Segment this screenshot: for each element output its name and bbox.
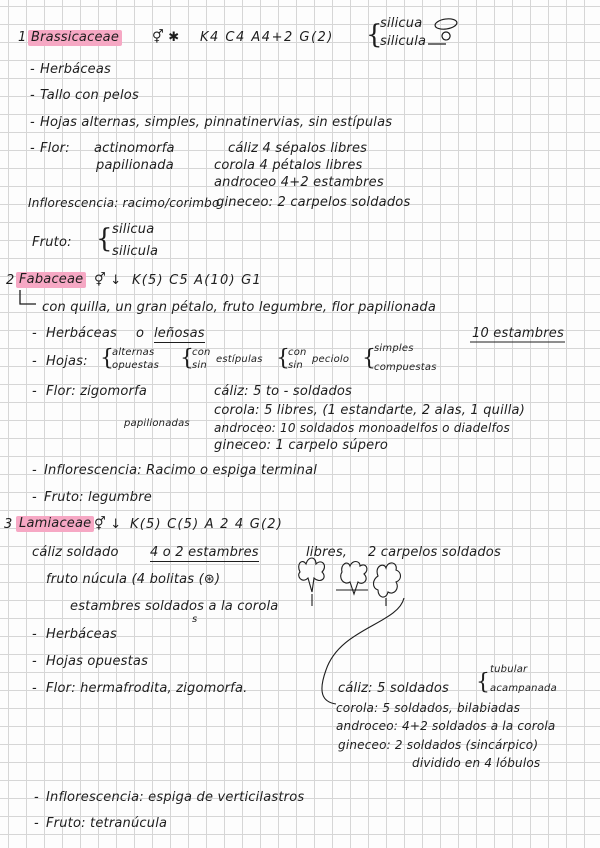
s2-herbaceas: Herbáceas xyxy=(46,326,118,341)
s2-corola: corola: 5 libres, (1 estandarte, 2 alas, 1 quilla) xyxy=(214,403,525,418)
flower-drawing-3 xyxy=(374,563,401,606)
s3-libres: libres, xyxy=(306,545,348,560)
s2-o: o xyxy=(136,326,145,341)
s3-caliz-acampanada: acampanada xyxy=(490,683,557,694)
brace: { xyxy=(180,346,194,371)
section-3-symbols: ⚥ ↓ xyxy=(94,517,122,532)
s3-carpelos: 2 carpelos soldados xyxy=(368,545,501,560)
s3-estambres-soldados: estambres soldados a la corola xyxy=(70,599,279,614)
s2-hojas-sin: sin xyxy=(192,360,207,371)
s2-papilionadas: papilionadas xyxy=(124,418,190,429)
section-2-symbols: ⚥ ↓ xyxy=(94,273,122,288)
s2-hojas-label: Hojas: xyxy=(46,354,88,369)
s2-description: con quilla, un gran pétalo, fruto legumbre, flor papilionada xyxy=(42,300,436,315)
bullet: - xyxy=(30,88,35,103)
bullet: - xyxy=(32,654,37,669)
s1-line-herbaceas: Herbáceas xyxy=(40,62,112,77)
s2-peciolo-sin: sin xyxy=(288,360,303,371)
section-1-family: Brassicaceae xyxy=(28,30,122,46)
s1-flor-tipo: actinomorfa xyxy=(94,141,175,156)
s2-hojas-opuestas: opuestas xyxy=(112,360,160,371)
s3-herbaceas: Herbáceas xyxy=(46,627,118,642)
s3-estambres: 4 o 2 estambres xyxy=(150,545,259,560)
s3-androceo: androceo: 4+2 soldados a la corola xyxy=(336,719,556,733)
bullet: - xyxy=(30,62,35,77)
s3-fruto-nucula: fruto núcula (4 bolitas (⊛) xyxy=(46,572,221,587)
s2-hojas-alternas: alternas xyxy=(112,347,155,358)
section-1-symbols: ⚥ ✱ xyxy=(152,30,180,45)
s1-fruto-label: Fruto: xyxy=(32,235,72,250)
arrow-down-right xyxy=(20,290,36,304)
section-1-number: 1 xyxy=(18,30,27,45)
s2-fruto: Fruto: legumbre xyxy=(44,490,152,505)
s2-peciolo-con: con xyxy=(288,347,307,358)
silicula-shape xyxy=(428,32,450,44)
s1-line-tallo: Tallo con pelos xyxy=(40,88,139,103)
bullet: - xyxy=(30,115,35,130)
section-3-family: Lamiaceae xyxy=(16,516,94,532)
s1-inflorescencia: Inflorescencia: racimo/corimbo xyxy=(28,196,220,210)
s2-androceo: androceo: 10 soldados monoadelfos o diadelfos xyxy=(214,421,510,435)
bullet: - xyxy=(32,681,37,696)
fruit-type-2: silicula xyxy=(380,34,427,49)
s1-fruto-silicula: silicula xyxy=(112,244,159,259)
s1-caliz: cáliz 4 sépalos libres xyxy=(228,141,368,156)
s3-caliz-soldado: cáliz soldado xyxy=(32,545,119,560)
s2-gineceo: gineceo: 1 carpelo súpero xyxy=(214,438,389,453)
s1-papilionada: papilionada xyxy=(96,158,174,173)
s2-caliz: cáliz: 5 to - soldados xyxy=(214,384,353,399)
brace: { xyxy=(276,346,290,371)
s1-fruto-silicua: silicua xyxy=(112,222,155,237)
flower-drawing-1 xyxy=(299,558,325,606)
bullet: - xyxy=(32,326,37,341)
s3-caliz: cáliz: 5 soldados xyxy=(338,681,450,696)
brace: { xyxy=(96,224,113,254)
brace: { xyxy=(366,20,383,50)
fruit-type-1: silicua xyxy=(380,16,423,31)
bullet: - xyxy=(34,790,39,805)
flower-drawing-2 xyxy=(336,562,368,595)
s3-caliz-tubular: tubular xyxy=(490,664,528,675)
bullet: - xyxy=(34,816,39,831)
s2-10-estambres: 10 estambres xyxy=(472,326,564,341)
s3-s-mark: s xyxy=(192,614,198,625)
section-2-family: Fabaceae xyxy=(16,272,86,288)
s2-lenosas: leñosas xyxy=(154,326,205,341)
brace: { xyxy=(476,670,490,695)
s3-gineceo: gineceo: 2 soldados (sincárpico) xyxy=(338,738,539,752)
brace: { xyxy=(100,346,114,371)
section-2-formula: K(5) C5 A(10) G1 xyxy=(132,273,262,288)
s1-flor-label: Flor: xyxy=(40,141,70,156)
section-3-number: 3 xyxy=(4,517,13,532)
section-2-number: 2 xyxy=(6,273,15,288)
bullet: - xyxy=(30,141,35,156)
section-3-formula: K(5) C(5) A 2 4 G(2) xyxy=(130,517,284,532)
s2-peciolo: peciolo xyxy=(312,354,350,365)
s3-dividido: dividido en 4 lóbulos xyxy=(412,756,541,770)
s2-flor: Flor: zigomorfa xyxy=(46,384,148,399)
s3-hojas: Hojas opuestas xyxy=(46,654,149,669)
s2-hojas-simples: simples xyxy=(374,343,414,354)
section-1-formula: K4 C4 A4+2 G(2) xyxy=(200,30,334,45)
bullet: - xyxy=(32,354,37,369)
s3-fruto: Fruto: tetranúcula xyxy=(46,816,168,831)
s2-hojas-con: con xyxy=(192,347,211,358)
s1-gineceo: gineceo: 2 carpelos soldados xyxy=(216,195,411,210)
bullet: - xyxy=(32,490,37,505)
bullet: - xyxy=(32,463,37,478)
s3-flor: Flor: hermafrodita, zigomorfa. xyxy=(46,681,248,696)
s3-inflorescencia: Inflorescencia: espiga de verticilastros xyxy=(46,790,305,805)
bullet: - xyxy=(32,627,37,642)
brace: { xyxy=(362,346,376,371)
s1-androceo: androceo 4+2 estambres xyxy=(214,175,384,190)
s3-corola: corola: 5 soldados, bilabiadas xyxy=(336,701,521,715)
s2-hojas-compuestas: compuestas xyxy=(374,362,437,373)
silicua-shape xyxy=(434,18,457,31)
s1-corola: corola 4 pétalos libres xyxy=(214,158,363,173)
bullet: - xyxy=(32,384,37,399)
s1-line-hojas: Hojas alternas, simples, pinnatinervias, sin estípulas xyxy=(40,115,393,130)
s2-inflorescencia: Inflorescencia: Racimo o espiga terminal xyxy=(44,463,318,478)
s2-estipulas: estípulas xyxy=(216,354,263,365)
